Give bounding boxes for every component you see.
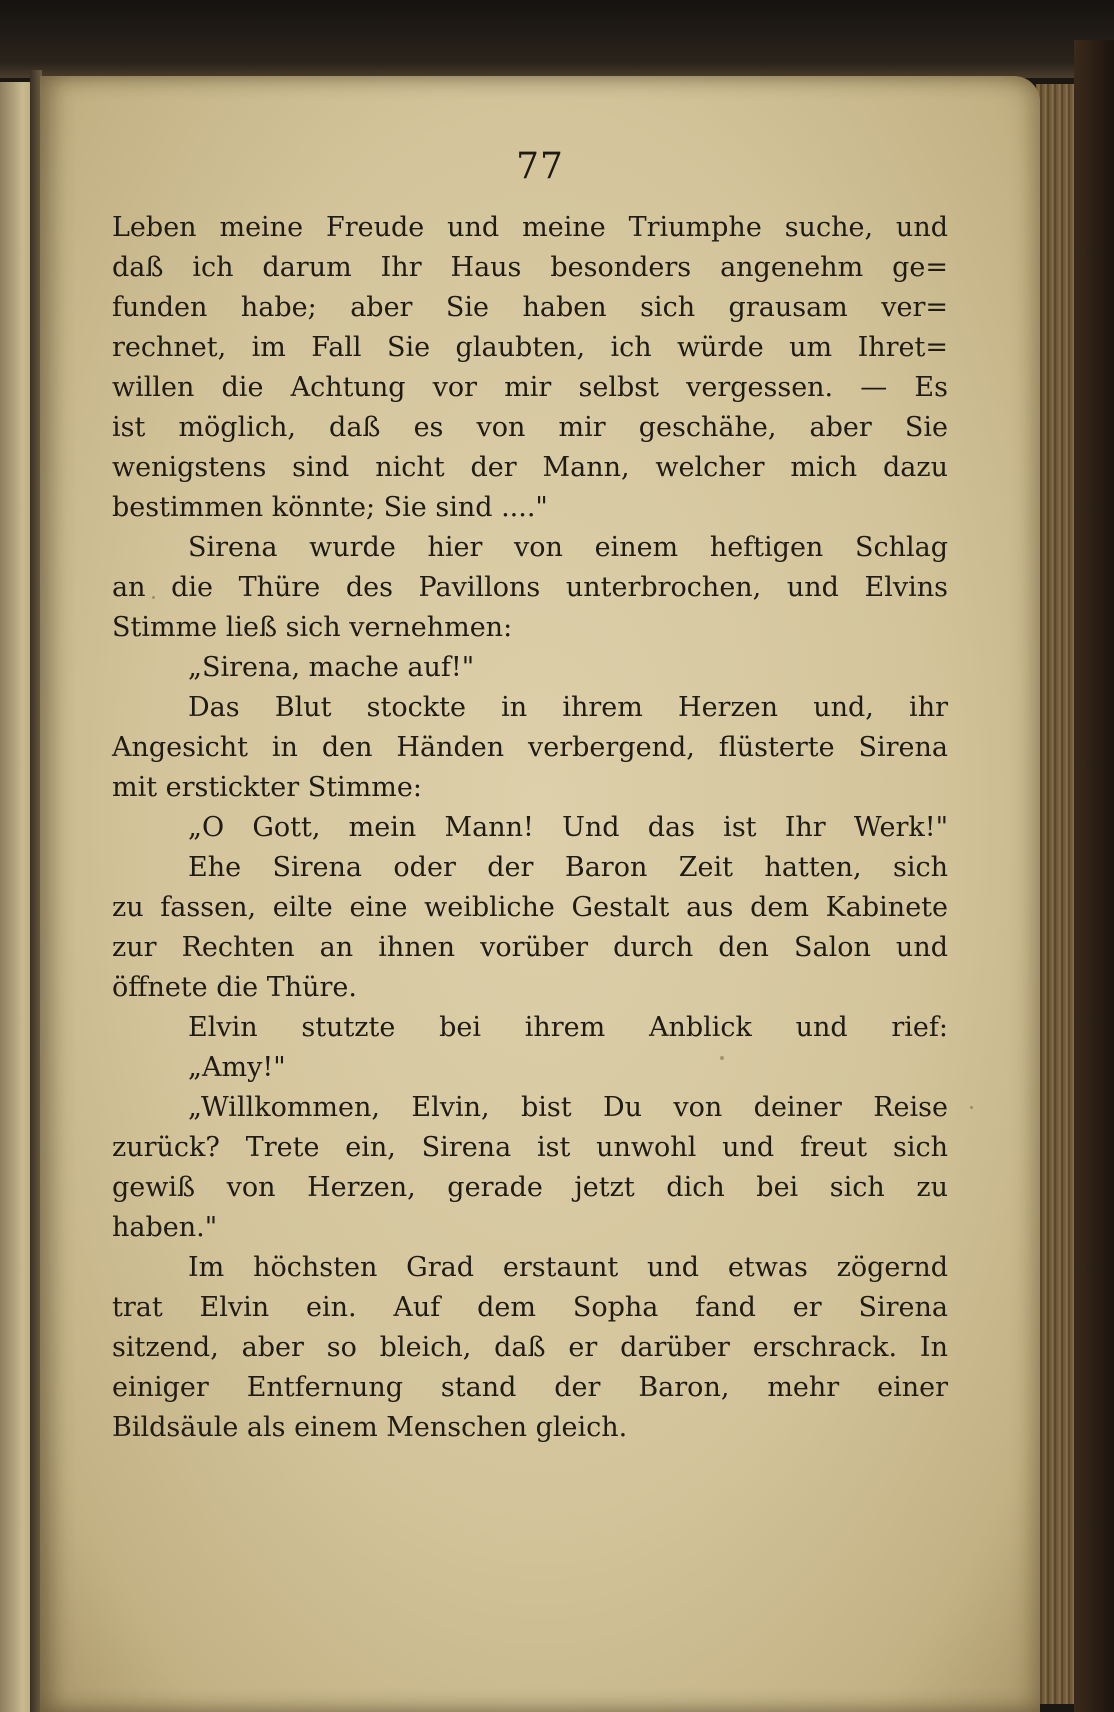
page-text [112,208,948,1448]
text-line: Ehe Sirena oder der Baron Zeit hatten, sich [188,852,948,883]
text-line: zurück? Trete ein, Sirena ist unwohl und freut sich [112,1132,948,1163]
text-line: haben." [112,1212,218,1243]
page-number: 77 [516,146,564,187]
text-line: Angesicht in den Händen verbergend, flüsterte Sirena [112,732,948,763]
text-line: sitzend, aber so bleich, daß er darüber erschrack. In [112,1332,948,1363]
text-line: „O Gott, mein Mann! Und das ist Ihr Werk!" [188,812,948,843]
text-line: Das Blut stockte in ihrem Herzen und, ihr [188,692,948,723]
text-line: zu fassen, eilte eine weibliche Gestalt aus dem Kabinete [112,892,948,923]
text-line: zur Rechten an ihnen vorüber durch den Salon und [112,932,948,963]
text-line: „Willkommen, Elvin, bist Du von deiner Reise [188,1092,948,1123]
text-line: Im höchsten Grad erstaunt und etwas zögernd [188,1252,948,1283]
text-line: ist möglich, daß es von mir geschähe, aber Sie [112,412,948,443]
binding-top-edge [0,0,1114,78]
text-line: an die Thüre des Pavillons unterbrochen, und Elvins [112,572,948,603]
text-line: trat Elvin ein. Auf dem Sopha fand er Sirena [112,1292,948,1323]
text-line: mit erstickter Stimme: [112,772,422,803]
text-line: wenigstens sind nicht der Mann, welcher mich dazu [112,452,948,483]
text-line: Sirena wurde hier von einem heftigen Schlag [188,532,948,563]
text-line: „Sirena, mache auf!" [188,652,475,683]
text-line: Bildsäule als einem Menschen gleich. [112,1412,628,1443]
text-line: einiger Entfernung stand der Baron, mehr einer [112,1372,948,1403]
book-page [40,76,1040,1712]
text-line: Stimme ließ sich vernehmen: [112,612,513,643]
text-line: bestimmen könnte; Sie sind ...." [112,492,548,523]
text-line: „Amy!" [188,1052,286,1083]
page-stack-edge [1036,84,1078,1704]
text-line: funden habe; aber Sie haben sich grausam ver= [112,292,948,323]
text-line: gewiß von Herzen, gerade jetzt dich bei sich zu [112,1172,948,1203]
text-line: willen die Achtung vor mir selbst vergessen. — Es [112,372,948,403]
text-line: Elvin stutzte bei ihrem Anblick und rief: [188,1012,948,1043]
text-line: Leben meine Freude und meine Triumphe suche, und [112,212,948,243]
text-line: daß ich darum Ihr Haus besonders angenehm ge= [112,252,948,283]
text-line: öffnete die Thüre. [112,972,357,1003]
text-line: rechnet, im Fall Sie glaubten, ich würde um Ihret= [112,332,948,363]
book-cover-edge [1074,40,1114,1712]
